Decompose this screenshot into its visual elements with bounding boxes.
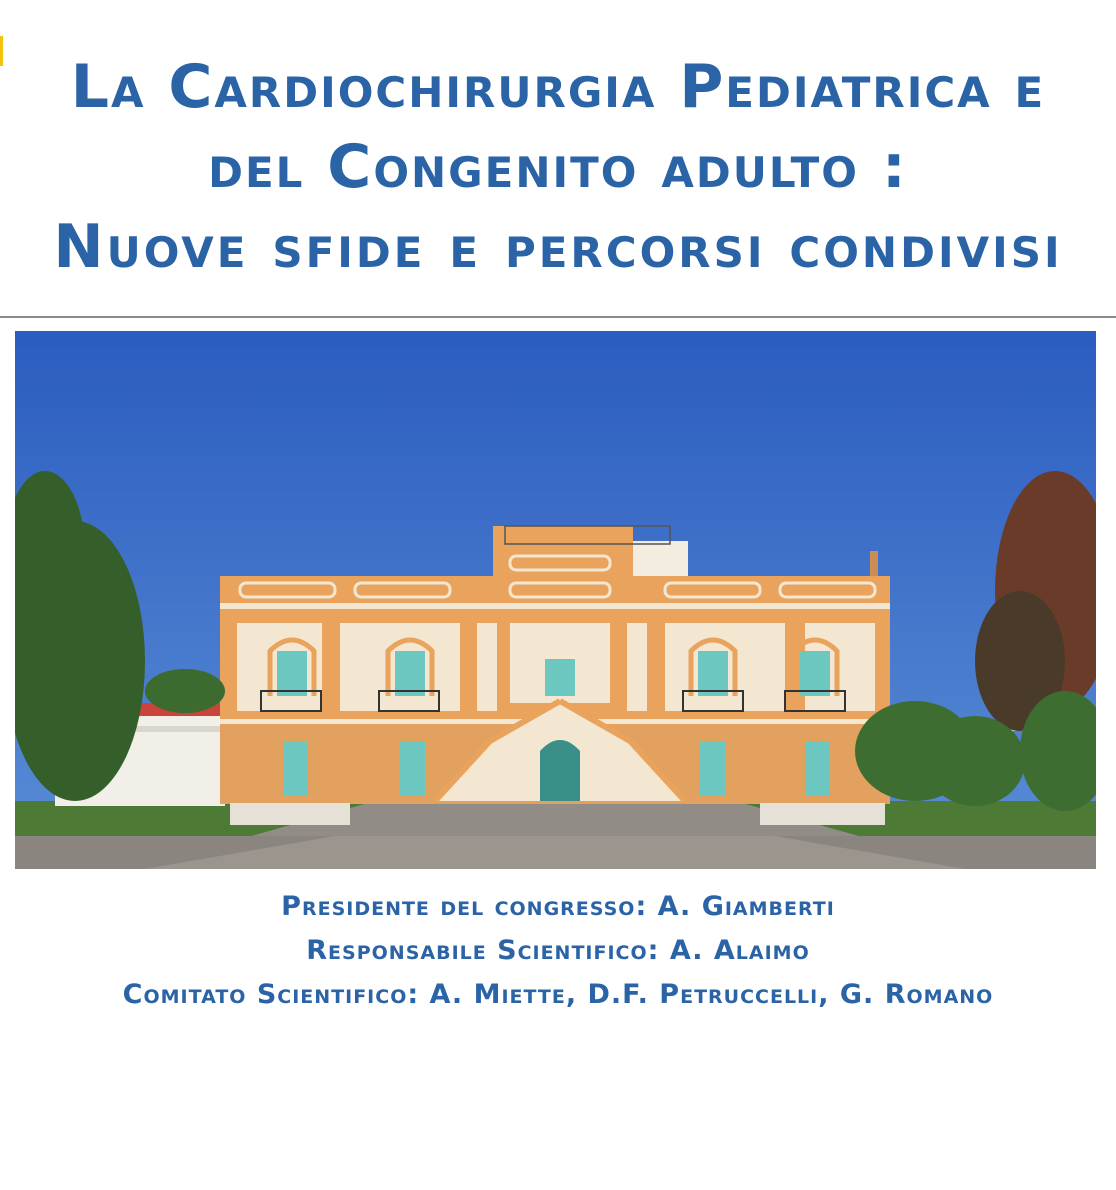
scientific-lead-line: Responsabile Scientifico: A. Alaimo — [306, 935, 810, 966]
title-line-1: La Cardiochirurgia Pediatrica e — [70, 52, 1046, 123]
committee-line: Comitato Scientifico: A. Miette, D.F. Petruccelli, G. Romano — [122, 979, 994, 1010]
page-title — [0, 47, 1116, 287]
credits — [0, 885, 1116, 1017]
title-line-2: del Congenito adulto : — [208, 132, 908, 203]
title-line-3: Nuove sfide e percorsi condivisi — [53, 212, 1063, 283]
divider — [0, 316, 1116, 318]
president-line: Presidente del congresso: A. Giamberti — [281, 891, 835, 922]
villa-photo — [15, 331, 1096, 869]
